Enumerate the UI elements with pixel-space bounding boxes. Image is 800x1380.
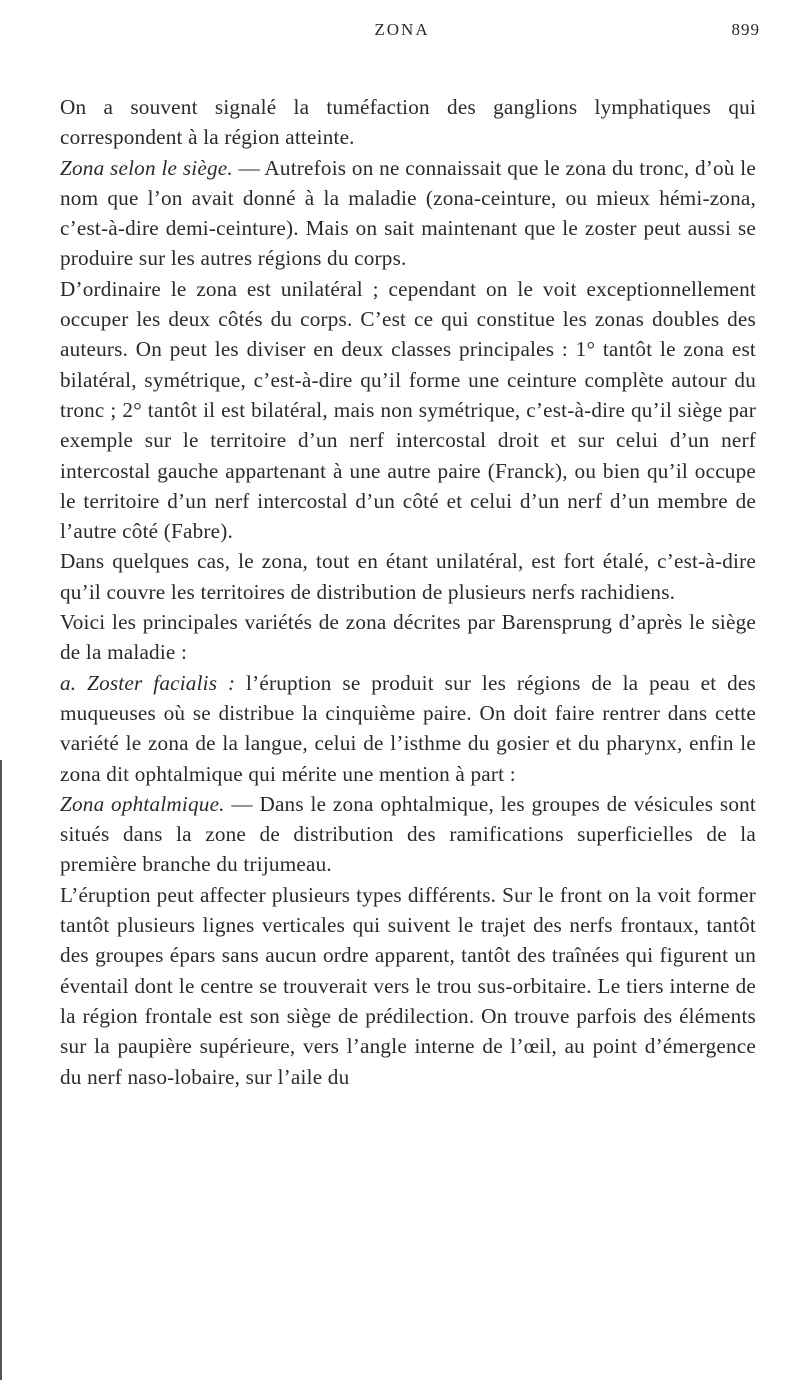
- section-heading: Zona ophtalmique.: [60, 791, 225, 816]
- paragraph-zona-etale: [60, 546, 756, 607]
- page-number: 899: [731, 20, 760, 39]
- body-text: [60, 92, 756, 1092]
- section-heading: a. Zoster facialis :: [60, 670, 236, 695]
- paragraph-text: Voici les principales variétés de zona décrites par Barensprung d’après le siège de la maladie :: [60, 610, 756, 665]
- section-heading: Zona selon le siège.: [60, 155, 233, 180]
- paragraph-text: Dans quelques cas, le zona, tout en étant unilatéral, est fort étalé, c’est-à-dire qu’il couvre les territoires de distribution de plusieurs nerfs rachidiens.: [60, 549, 756, 604]
- paragraph-text: — Autrefois on ne connaissait que le zona du tronc, d’où le nom que l’on avait donné à la maladie (zona-ceinture, ou mieux hémi-zona, c’est-à-dire demi-ceinture). Mais on sait maintenant que le zoster peut aussi se produire sur les autres régions du corps.: [60, 155, 756, 271]
- page-edge-shadow: [0, 760, 2, 1380]
- paragraph-zona-ophtalmique: [60, 789, 756, 880]
- paragraph-text: L’éruption peut affecter plusieurs types différents. Sur le front on la voit former tantôt plusieurs lignes verticales qui suivent le trajet des nerfs frontaux, tantôt des groupes épars sans aucun ordre apparent, tantôt des traînées qui figurent un éventail dont le centre se trouverait vers le trou sus-orbitaire. Le tiers interne de la région frontale est son siège de prédilection. On trouve parfois des éléments sur la paupière supérieure, vers l’angle interne de l’œil, au point d’émergence du nerf naso-lobaire, sur l’aile du: [60, 882, 756, 1089]
- paragraph-text: — Dans le zona ophtalmique, les groupes de vésicules sont situés dans la zone de distribution des ramifications superficielles de la première branche du trijumeau.: [60, 791, 756, 877]
- paragraph-eruption-types: [60, 880, 756, 1092]
- paragraph-text: l’éruption se produit sur les régions de la peau et des muqueuses où se distribue la cinquième paire. On doit faire rentrer dans cette variété le zona de la langue, celui de l’isthme du gosier et du pharynx, enfin le zona dit ophtalmique qui mérite une mention à part :: [60, 670, 756, 786]
- paragraph-zona-selon-le-siege: [60, 153, 756, 274]
- paragraph-text: On a souvent signalé la tuméfaction des ganglions lymphatiques qui correspondent à la région atteinte.: [60, 95, 756, 150]
- paragraph-varietes: [60, 607, 756, 668]
- running-header-title: ZONA: [374, 20, 430, 39]
- paragraph-zoster-facialis: [60, 668, 756, 789]
- paragraph-zona-unilateral: [60, 274, 756, 547]
- paragraph-text: D’ordinaire le zona est unilatéral ; cependant on le voit exceptionnellement occuper les deux côtés du corps. C’est ce qui constitue les zonas doubles des auteurs. On peut les diviser en deux classes principales : 1° tantôt le zona est bilatéral, symétrique, c’est-à-dire qu’il forme une ceinture complète autour du tronc ; 2° tantôt il est bilatéral, mais non symétrique, c’est-à-dire qu’il siège par exemple sur le territoire d’un nerf intercostal droit et sur celui d’un nerf intercostal gauche appartenant à une autre paire (Franck), ou bien qu’il occupe le territoire d’un nerf intercostal d’un côté et celui d’un nerf d’un membre de l’autre côté (Fabre).: [60, 276, 756, 544]
- paragraph-ganglions: [60, 92, 756, 153]
